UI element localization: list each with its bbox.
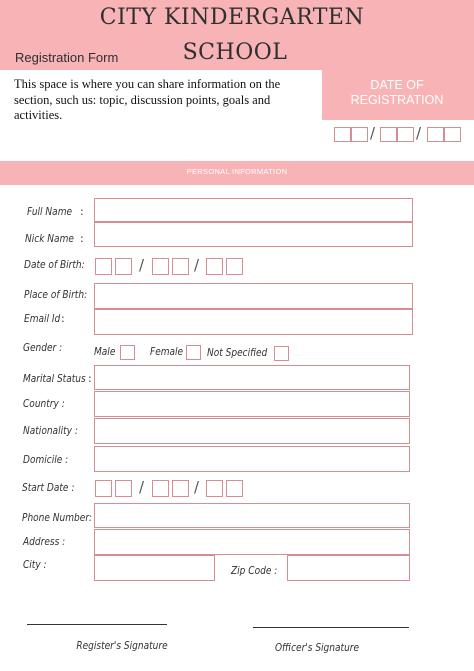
dob-box[interactable]	[115, 258, 132, 275]
country-label: Country :	[23, 397, 65, 410]
start-date-box[interactable]	[152, 480, 169, 497]
start-date-box[interactable]	[115, 480, 132, 497]
reg-date-box[interactable]	[380, 127, 397, 142]
zip-code-input[interactable]	[287, 555, 410, 581]
start-date-box[interactable]	[206, 480, 223, 497]
gender-label: Gender :	[23, 341, 63, 354]
date-separator: /	[370, 124, 376, 142]
marital-status-label: Marital Status	[23, 372, 86, 385]
colon: :	[88, 372, 92, 385]
reg-date-box[interactable]	[427, 127, 444, 142]
phone-number-input[interactable]	[94, 503, 410, 528]
reg-date-box[interactable]	[444, 127, 461, 142]
school-title-line-1: CITY KINDERGARTEN	[99, 5, 365, 30]
dob-box[interactable]	[226, 258, 243, 275]
domicile-input[interactable]	[94, 446, 410, 472]
dob-box[interactable]	[206, 258, 223, 275]
school-title-line-2: SCHOOL	[182, 40, 288, 65]
dob-box[interactable]	[172, 258, 189, 275]
marital-status-input[interactable]	[94, 365, 410, 390]
register-signature-line	[27, 624, 167, 625]
form-subtitle: Registration Form	[15, 50, 119, 65]
email-id-label: Email Id	[24, 312, 61, 325]
date-of-birth-label: Date of Birth:	[24, 258, 85, 271]
colon: :	[61, 312, 65, 325]
officer-signature-label: Officer's Signature	[274, 641, 360, 654]
nick-name-input[interactable]	[94, 222, 413, 247]
phone-number-label: Phone Number:	[22, 511, 93, 524]
reg-date-box[interactable]	[334, 127, 351, 142]
start-date-box[interactable]	[95, 480, 112, 497]
male-checkbox[interactable]	[120, 345, 135, 360]
reg-date-box[interactable]	[397, 127, 414, 142]
officer-signature-line	[253, 627, 409, 628]
not-specified-option-label: Not Specified	[207, 346, 268, 359]
colon: :	[80, 205, 84, 218]
female-option-label: Female	[150, 345, 184, 358]
dob-box[interactable]	[95, 258, 112, 275]
email-id-input[interactable]	[94, 309, 413, 335]
domicile-label: Domicile :	[23, 453, 69, 466]
zip-code-label: Zip Code :	[231, 564, 278, 577]
date-separator: /	[139, 478, 145, 496]
city-input[interactable]	[94, 555, 215, 581]
register-signature-label: Register's Signature	[76, 639, 168, 652]
date-separator: /	[416, 124, 422, 142]
colon: :	[80, 232, 84, 245]
reg-date-box[interactable]	[351, 127, 368, 142]
description-text: This space is where you can share information on the section, such us: topic, discussion points, goals and activities.	[14, 77, 281, 122]
place-of-birth-label: Place of Birth:	[24, 288, 88, 301]
not-specified-checkbox[interactable]	[274, 346, 289, 361]
male-option-label: Male	[94, 345, 116, 358]
date-separator: /	[139, 256, 145, 274]
dob-box[interactable]	[152, 258, 169, 275]
date-separator: /	[194, 478, 200, 496]
female-checkbox[interactable]	[186, 345, 201, 360]
date-separator: /	[194, 256, 200, 274]
start-date-box[interactable]	[226, 480, 243, 497]
city-label: City :	[23, 558, 47, 571]
address-input[interactable]	[94, 529, 410, 555]
start-date-box[interactable]	[172, 480, 189, 497]
nationality-input[interactable]	[94, 418, 410, 444]
nick-name-label: Nick Name	[25, 232, 74, 245]
personal-information-heading: PERSONAL INFORMATION	[186, 167, 288, 176]
full-name-input[interactable]	[94, 198, 413, 222]
full-name-label: Full Name	[27, 205, 73, 218]
address-label: Address :	[23, 535, 66, 548]
start-date-label: Start Date :	[22, 481, 75, 494]
nationality-label: Nationality :	[23, 424, 78, 437]
place-of-birth-input[interactable]	[94, 283, 413, 309]
date-of-registration-label: DATE OF REGISTRATION	[350, 78, 444, 107]
country-input[interactable]	[94, 391, 410, 417]
